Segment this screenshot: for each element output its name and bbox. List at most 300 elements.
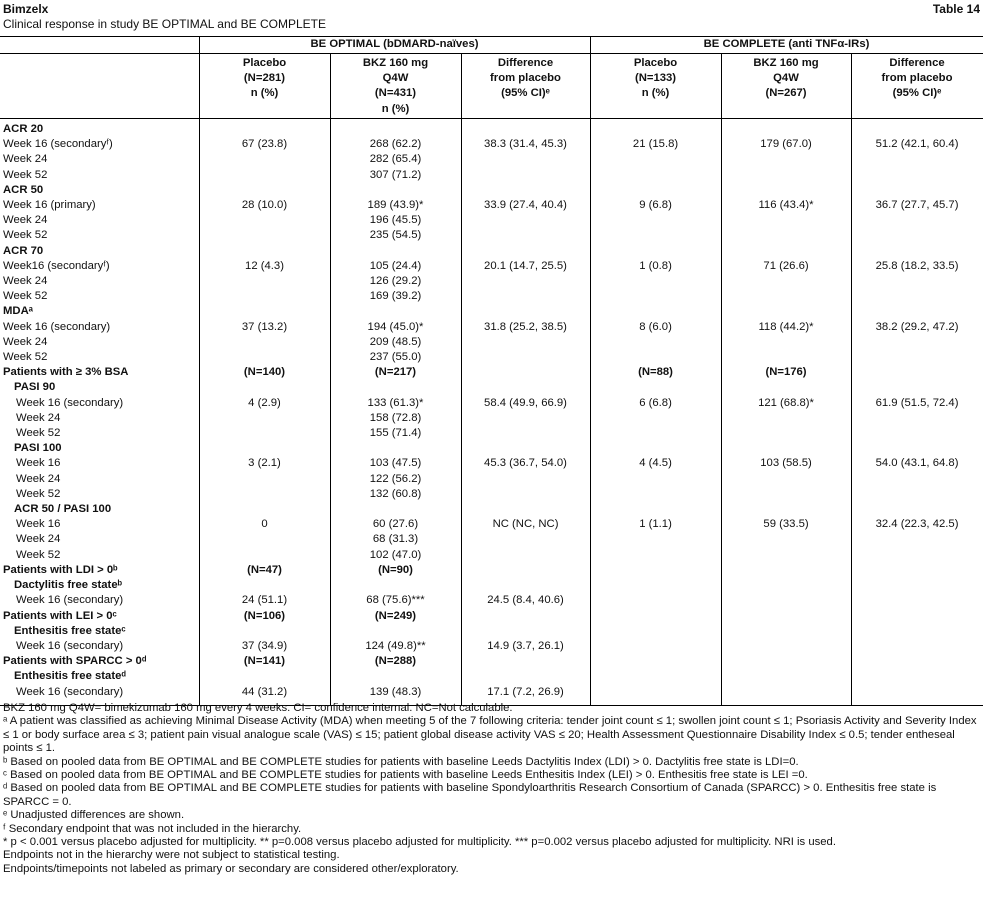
table-cell bbox=[590, 244, 721, 259]
row-label: Enthesitis free stateᶜ bbox=[14, 624, 126, 637]
table-cell bbox=[851, 472, 983, 487]
table-cell: (N=90) bbox=[330, 563, 461, 578]
table-cell: 45.3 (36.7, 54.0) bbox=[461, 456, 590, 471]
table-cell: 132 (60.8) bbox=[330, 487, 461, 502]
table-cell: 21 (15.8) bbox=[590, 137, 721, 152]
table-cell bbox=[199, 168, 330, 183]
table-row bbox=[0, 320, 983, 335]
table-cell bbox=[461, 335, 590, 350]
table-number: Table 14 bbox=[932, 2, 980, 16]
table-cell bbox=[721, 119, 851, 138]
table-cell bbox=[851, 502, 983, 517]
footnote: * p < 0.001 versus placebo adjusted for multiplicity. ** p=0.008 versus placebo adjusted for multiplicity. *** p=0.002 versus placebo adjusted for multiplicity. NRI is used. bbox=[3, 836, 836, 849]
table-cell: 105 (24.4) bbox=[330, 259, 461, 274]
table-cell: 155 (71.4) bbox=[330, 426, 461, 441]
table-cell bbox=[721, 380, 851, 395]
row-label: ACR 20 bbox=[3, 123, 44, 135]
table-cell bbox=[199, 532, 330, 547]
footnote: ᶠ Secondary endpoint that was not included in the hierarchy. bbox=[3, 822, 302, 835]
table-cell: 44 (31.2) bbox=[199, 685, 330, 706]
row-label: Week 16 bbox=[16, 457, 61, 470]
table-cell bbox=[330, 502, 461, 517]
table-cell: NC (NC, NC) bbox=[461, 517, 590, 532]
table-body bbox=[0, 119, 983, 706]
table-cell bbox=[721, 213, 851, 228]
table-cell bbox=[590, 426, 721, 441]
table-row bbox=[0, 639, 983, 654]
footnote: ᵈ Based on pooled data from BE OPTIMAL and BE COMPLETE studies for patients with baseline Spondyloarthritis Research Consortium of Canada (SPARCC) > 0. Enthesitis free state is SPARCC = 0. bbox=[3, 782, 937, 808]
row-label: Week 16 (secondary) bbox=[0, 685, 199, 706]
table-row bbox=[0, 365, 983, 380]
table-cell bbox=[590, 274, 721, 289]
table-cell bbox=[851, 487, 983, 502]
table-cell: 124 (49.8)** bbox=[330, 639, 461, 654]
table-cell bbox=[330, 441, 461, 456]
column-header: Difference from placebo (95% CI)ᵉ bbox=[851, 54, 983, 119]
table-cell bbox=[330, 119, 461, 138]
table-cell bbox=[199, 335, 330, 350]
table-cell bbox=[851, 563, 983, 578]
group-header-blank bbox=[0, 37, 199, 54]
row-label: Week 16 (secondary) bbox=[3, 320, 111, 333]
table-cell bbox=[461, 152, 590, 167]
table-cell bbox=[461, 624, 590, 639]
table-cell: 102 (47.0) bbox=[330, 548, 461, 563]
table-cell bbox=[590, 548, 721, 563]
table-cell: 12 (4.3) bbox=[199, 259, 330, 274]
table-cell bbox=[590, 119, 721, 138]
table-cell bbox=[461, 578, 590, 593]
table-cell: 307 (71.2) bbox=[330, 168, 461, 183]
table-cell bbox=[851, 609, 983, 624]
table-cell bbox=[721, 472, 851, 487]
table-cell bbox=[851, 441, 983, 456]
table-cell bbox=[461, 213, 590, 228]
table-cell bbox=[721, 183, 851, 198]
table-cell: 51.2 (42.1, 60.4) bbox=[851, 137, 983, 152]
table-cell bbox=[851, 335, 983, 350]
table-row bbox=[0, 213, 983, 228]
table-cell bbox=[199, 274, 330, 289]
table-cell bbox=[199, 119, 330, 138]
table-cell bbox=[199, 441, 330, 456]
table-cell bbox=[461, 441, 590, 456]
row-label: Week 16 (secondary) bbox=[16, 396, 124, 409]
row-label: Week 24 bbox=[16, 472, 61, 485]
table-cell bbox=[590, 624, 721, 639]
table-cell: 25.8 (18.2, 33.5) bbox=[851, 259, 983, 274]
table-cell bbox=[590, 639, 721, 654]
table-cell bbox=[199, 411, 330, 426]
table-row bbox=[0, 259, 983, 274]
table-cell bbox=[590, 472, 721, 487]
table-cell bbox=[590, 609, 721, 624]
table-cell bbox=[461, 119, 590, 138]
table-row bbox=[0, 137, 983, 152]
table-cell: 139 (48.3) bbox=[330, 685, 461, 706]
table-cell: 158 (72.8) bbox=[330, 411, 461, 426]
footnote: ᵇ Based on pooled data from BE OPTIMAL and BE COMPLETE studies for patients with baseline Leeds Dactylitis Index (LDI) > 0. Dactylitis free state is LDI=0. bbox=[3, 755, 799, 768]
table-cell bbox=[721, 289, 851, 304]
column-header: Difference from placebo (95% CI)ᵉ bbox=[461, 54, 590, 119]
table-cell bbox=[461, 548, 590, 563]
table-row bbox=[0, 593, 983, 608]
table-cell bbox=[721, 152, 851, 167]
table-cell: 32.4 (22.3, 42.5) bbox=[851, 517, 983, 532]
row-label: Week 16 (secondary) bbox=[16, 594, 124, 607]
table-cell bbox=[590, 502, 721, 517]
table-cell bbox=[721, 578, 851, 593]
table-cell: (N=140) bbox=[199, 365, 330, 380]
group-header-be-complete: BE COMPLETE (anti TNFα-IRs) bbox=[590, 37, 983, 54]
footnote: BKZ 160 mg Q4W= bimekizumab 160 mg every 4 weeks. CI= confidence internal. NC=Not calculable. bbox=[3, 702, 513, 714]
table-cell bbox=[851, 274, 983, 289]
table-row bbox=[0, 487, 983, 502]
table-row bbox=[0, 183, 983, 198]
table-cell bbox=[330, 578, 461, 593]
footnote: ᵉ Unadjusted differences are shown. bbox=[3, 809, 185, 822]
table-row bbox=[0, 198, 983, 213]
row-label: Week 24 bbox=[3, 153, 48, 166]
table-cell: 1 (0.8) bbox=[590, 259, 721, 274]
table-cell bbox=[721, 669, 851, 684]
table-cell bbox=[590, 411, 721, 426]
row-label: Patients with SPARCC > 0ᵈ bbox=[3, 655, 147, 668]
table-cell bbox=[590, 228, 721, 243]
table-cell bbox=[461, 487, 590, 502]
table-cell: 196 (45.5) bbox=[330, 213, 461, 228]
table-cell bbox=[590, 380, 721, 395]
table-cell bbox=[721, 502, 851, 517]
table-cell bbox=[590, 578, 721, 593]
table-cell bbox=[851, 411, 983, 426]
table-cell: 28 (10.0) bbox=[199, 198, 330, 213]
table-cell: 58.4 (49.9, 66.9) bbox=[461, 396, 590, 411]
row-label: PASI 90 bbox=[14, 381, 56, 394]
column-header-row bbox=[0, 54, 983, 119]
table-cell bbox=[851, 119, 983, 138]
table-cell: 0 bbox=[199, 517, 330, 532]
table-cell: 118 (44.2)* bbox=[721, 320, 851, 335]
table-cell bbox=[461, 411, 590, 426]
table-cell bbox=[461, 304, 590, 319]
table-cell bbox=[721, 350, 851, 365]
table-cell: 9 (6.8) bbox=[590, 198, 721, 213]
table-cell bbox=[851, 213, 983, 228]
table-row bbox=[0, 304, 983, 319]
table-cell bbox=[461, 532, 590, 547]
row-label: Week 24 bbox=[3, 214, 48, 227]
footnote: ᵃ A patient was classified as achieving Minimal Disease Activity (MDA) when meeting 5 of the 7 following criteria: tender joint count ≤ 1; swollen joint count ≤ 1; Psoriasis Activity and Severity Index ≤ 1 or body surface area ≤ 3; patient pain visual analogue scale (VAS) ≤ 15; patient global disease activity VAS ≤ 20; Health Assessment Questionnaire Disability Index ≤ 0.5; tender entheseal points ≤ 1. bbox=[3, 715, 977, 755]
table-cell bbox=[851, 639, 983, 654]
table-cell bbox=[721, 228, 851, 243]
table-cell bbox=[721, 335, 851, 350]
table-row bbox=[0, 578, 983, 593]
table-cell bbox=[330, 244, 461, 259]
table-cell: 169 (39.2) bbox=[330, 289, 461, 304]
table-caption: Clinical response in study BE OPTIMAL and BE COMPLETE bbox=[3, 17, 327, 31]
table-cell: 189 (43.9)* bbox=[330, 198, 461, 213]
table-cell bbox=[330, 380, 461, 395]
table-cell bbox=[851, 426, 983, 441]
table-cell: 37 (34.9) bbox=[199, 639, 330, 654]
table-cell bbox=[590, 168, 721, 183]
table-cell: 122 (56.2) bbox=[330, 472, 461, 487]
column-header: Placebo (N=281) n (%) bbox=[199, 54, 330, 119]
table-cell bbox=[461, 274, 590, 289]
table-cell bbox=[461, 563, 590, 578]
table-cell bbox=[461, 289, 590, 304]
table-row bbox=[0, 350, 983, 365]
row-label: Enthesitis free stateᵈ bbox=[14, 670, 126, 683]
table-cell: 237 (55.0) bbox=[330, 350, 461, 365]
table-cell: 8 (6.0) bbox=[590, 320, 721, 335]
table-cell: 61.9 (51.5, 72.4) bbox=[851, 396, 983, 411]
table-cell: 103 (58.5) bbox=[721, 456, 851, 471]
table-cell bbox=[851, 593, 983, 608]
table-cell bbox=[851, 624, 983, 639]
table-cell bbox=[590, 441, 721, 456]
table-cell bbox=[461, 183, 590, 198]
row-label: ACR 50 bbox=[3, 183, 44, 196]
table-row bbox=[0, 517, 983, 532]
table-cell bbox=[461, 609, 590, 624]
row-label: Week 16 (primary) bbox=[3, 199, 96, 212]
table-cell bbox=[590, 213, 721, 228]
table-cell bbox=[721, 426, 851, 441]
table-cell bbox=[461, 380, 590, 395]
table-row bbox=[0, 502, 983, 517]
table-cell: 194 (45.0)* bbox=[330, 320, 461, 335]
table-cell bbox=[851, 380, 983, 395]
row-label: Week 24 bbox=[3, 275, 48, 288]
document-title: Bimzelx bbox=[3, 2, 49, 16]
table-cell bbox=[590, 532, 721, 547]
table-cell bbox=[851, 304, 983, 319]
table-cell bbox=[461, 168, 590, 183]
row-label: Week 52 bbox=[3, 229, 48, 242]
table-cell: 103 (47.5) bbox=[330, 456, 461, 471]
table-cell: 3 (2.1) bbox=[199, 456, 330, 471]
row-label: PASI 100 bbox=[14, 442, 62, 455]
table-cell bbox=[721, 624, 851, 639]
table-cell bbox=[721, 548, 851, 563]
row-label: Patients with LDI > 0ᵇ bbox=[3, 563, 118, 576]
table-cell: 116 (43.4)* bbox=[721, 198, 851, 213]
table-cell bbox=[199, 502, 330, 517]
row-label: Week 52 bbox=[16, 487, 61, 500]
table-cell bbox=[199, 228, 330, 243]
footnote: ᶜ Based on pooled data from BE OPTIMAL and BE COMPLETE studies for patients with baseline Leeds Enthesitis Index (LEI) > 0. Enthesitis free state is LEI =0. bbox=[3, 769, 808, 782]
table-cell: 31.8 (25.2, 38.5) bbox=[461, 320, 590, 335]
table-cell: 20.1 (14.7, 25.5) bbox=[461, 259, 590, 274]
table-cell: 71 (26.6) bbox=[721, 259, 851, 274]
table-cell bbox=[851, 183, 983, 198]
table-cell: 68 (31.3) bbox=[330, 532, 461, 547]
table-cell bbox=[721, 168, 851, 183]
table-cell bbox=[461, 228, 590, 243]
table-cell: (N=88) bbox=[590, 365, 721, 380]
table-cell bbox=[851, 669, 983, 684]
table-cell: 209 (48.5) bbox=[330, 335, 461, 350]
table-cell: (N=141) bbox=[199, 654, 330, 669]
table-row bbox=[0, 654, 983, 669]
table-cell: 4 (2.9) bbox=[199, 396, 330, 411]
row-label: MDAᵃ bbox=[3, 305, 33, 318]
table-cell bbox=[590, 183, 721, 198]
table-cell bbox=[199, 304, 330, 319]
table-cell bbox=[721, 274, 851, 289]
table-cell: (N=47) bbox=[199, 563, 330, 578]
table-cell: 179 (67.0) bbox=[721, 137, 851, 152]
table-cell bbox=[590, 304, 721, 319]
table-row bbox=[0, 609, 983, 624]
table-cell bbox=[199, 152, 330, 167]
row-label: Week 52 bbox=[16, 427, 61, 440]
table-cell: 60 (27.6) bbox=[330, 517, 461, 532]
table-cell: (N=288) bbox=[330, 654, 461, 669]
table-row bbox=[0, 119, 983, 138]
row-label: Week 52 bbox=[3, 290, 48, 303]
table-cell bbox=[721, 639, 851, 654]
table-cell bbox=[590, 593, 721, 608]
row-label: Week16 (secondaryᶠ) bbox=[3, 259, 110, 272]
footnote: Endpoints/timepoints not labeled as primary or secondary are considered other/exploratory. bbox=[3, 862, 459, 875]
row-label: Week 24 bbox=[16, 533, 61, 546]
table-row bbox=[0, 274, 983, 289]
table-cell bbox=[461, 502, 590, 517]
table-cell bbox=[199, 426, 330, 441]
table-row bbox=[0, 426, 983, 441]
table-cell: 67 (23.8) bbox=[199, 137, 330, 152]
row-label: Week 16 (secondaryᶠ) bbox=[3, 138, 113, 151]
table-cell bbox=[851, 168, 983, 183]
table-cell bbox=[851, 350, 983, 365]
study-group-header-row bbox=[0, 37, 983, 54]
table-cell: 235 (54.5) bbox=[330, 228, 461, 243]
table-cell bbox=[330, 183, 461, 198]
table-cell bbox=[721, 654, 851, 669]
table-cell: 14.9 (3.7, 26.1) bbox=[461, 639, 590, 654]
table-cell: 24 (51.1) bbox=[199, 593, 330, 608]
table-cell bbox=[590, 289, 721, 304]
row-label: Patients with ≥ 3% BSA bbox=[3, 366, 129, 379]
table-cell bbox=[199, 183, 330, 198]
table-cell: 68 (75.6)*** bbox=[330, 593, 461, 608]
row-label: Week 24 bbox=[16, 411, 61, 424]
table-cell bbox=[721, 487, 851, 502]
table-row bbox=[0, 548, 983, 563]
table-cell bbox=[199, 624, 330, 639]
row-label: Week 24 bbox=[3, 335, 48, 348]
column-header: Placebo (N=133) n (%) bbox=[590, 54, 721, 119]
table-cell: 17.1 (7.2, 26.9) bbox=[461, 685, 590, 706]
table-cell bbox=[590, 350, 721, 365]
table-cell bbox=[330, 304, 461, 319]
table-cell: 133 (61.3)* bbox=[330, 396, 461, 411]
table-cell bbox=[721, 244, 851, 259]
table-row bbox=[0, 472, 983, 487]
table-cell bbox=[199, 244, 330, 259]
table-cell bbox=[721, 609, 851, 624]
table-cell: (N=217) bbox=[330, 365, 461, 380]
table-cell: (N=106) bbox=[199, 609, 330, 624]
table-cell bbox=[461, 350, 590, 365]
table-row bbox=[0, 396, 983, 411]
row-label: ACR 70 bbox=[3, 244, 44, 257]
table-cell bbox=[590, 335, 721, 350]
table-cell bbox=[721, 304, 851, 319]
table-cell bbox=[199, 487, 330, 502]
table-row bbox=[0, 563, 983, 578]
clinical-response-table bbox=[0, 36, 983, 706]
table-cell: 33.9 (27.4, 40.4) bbox=[461, 198, 590, 213]
table-cell: 24.5 (8.4, 40.6) bbox=[461, 593, 590, 608]
row-label: Week 52 bbox=[3, 168, 48, 181]
table-cell bbox=[590, 487, 721, 502]
column-header: BKZ 160 mg Q4W (N=267) bbox=[721, 54, 851, 119]
table-row bbox=[0, 228, 983, 243]
table-row bbox=[0, 152, 983, 167]
table-cell bbox=[851, 228, 983, 243]
table-row bbox=[0, 289, 983, 304]
table-cell: (N=249) bbox=[330, 609, 461, 624]
table-row bbox=[0, 532, 983, 547]
table-cell bbox=[330, 624, 461, 639]
table-cell: 59 (33.5) bbox=[721, 517, 851, 532]
row-label: Week 52 bbox=[3, 351, 48, 364]
table-cell bbox=[721, 411, 851, 426]
table-cell bbox=[590, 669, 721, 684]
table-cell bbox=[461, 472, 590, 487]
table-cell bbox=[461, 654, 590, 669]
table-cell bbox=[199, 472, 330, 487]
table-cell bbox=[461, 244, 590, 259]
table-cell: 268 (62.2) bbox=[330, 137, 461, 152]
footnote: Endpoints not in the hierarchy were not subject to statistical testing. bbox=[3, 849, 340, 862]
table-cell: 54.0 (43.1, 64.8) bbox=[851, 456, 983, 471]
table-cell bbox=[851, 365, 983, 380]
table-cell: 282 (65.4) bbox=[330, 152, 461, 167]
row-label: Patients with LEI > 0ᶜ bbox=[3, 609, 117, 622]
table-row bbox=[0, 244, 983, 259]
table-row bbox=[0, 441, 983, 456]
table-cell bbox=[721, 532, 851, 547]
row-label: Week 16 (secondary) bbox=[16, 639, 124, 652]
row-label: Dactylitis free stateᵇ bbox=[14, 579, 123, 592]
table-cell bbox=[461, 365, 590, 380]
table-cell: 126 (29.2) bbox=[330, 274, 461, 289]
table-cell bbox=[851, 152, 983, 167]
table-row bbox=[0, 411, 983, 426]
table-cell bbox=[199, 669, 330, 684]
table-row bbox=[0, 669, 983, 684]
table-cell bbox=[199, 350, 330, 365]
table-cell bbox=[851, 654, 983, 669]
table-cell: 36.7 (27.7, 45.7) bbox=[851, 198, 983, 213]
table-row bbox=[0, 456, 983, 471]
table-cell bbox=[590, 654, 721, 669]
group-header-be-optimal: BE OPTIMAL (bDMARD-naïves) bbox=[199, 37, 590, 54]
row-label: Week 16 bbox=[16, 518, 61, 531]
table-cell bbox=[590, 563, 721, 578]
table-row bbox=[0, 380, 983, 395]
table-cell: 38.2 (29.2, 47.2) bbox=[851, 320, 983, 335]
table-cell: 6 (6.8) bbox=[590, 396, 721, 411]
table-cell: 38.3 (31.4, 45.3) bbox=[461, 137, 590, 152]
table-cell bbox=[721, 441, 851, 456]
table-cell bbox=[851, 532, 983, 547]
